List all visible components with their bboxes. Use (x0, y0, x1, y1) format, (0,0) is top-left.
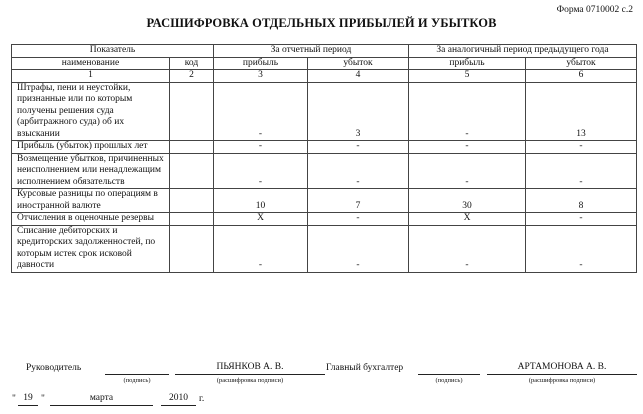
accountant-label: Главный бухгалтер (326, 363, 404, 373)
accountant-signature-caption: (подпись) (435, 377, 463, 384)
header-name: наименование (12, 57, 170, 70)
cell-loss-previous: - (526, 213, 637, 226)
cell-profit-current: 10 (214, 189, 308, 213)
date-year: 2010 (161, 393, 196, 406)
column-number: 4 (308, 70, 409, 83)
accountant-name: АРТАМОНОВА А. В. (487, 362, 637, 375)
head-signature-caption: (подпись) (123, 377, 151, 384)
report-table (11, 44, 637, 273)
header-current-period: За отчетный период (214, 45, 409, 58)
header-previous-period: За аналогичный период предыдущего года (409, 45, 637, 58)
cell-profit-previous: - (409, 141, 526, 154)
column-number-row (12, 70, 637, 83)
cell-loss-previous: - (526, 141, 637, 154)
cell-loss-current: 7 (308, 189, 409, 213)
row-code (170, 189, 214, 213)
cell-profit-current: - (214, 82, 308, 141)
row-name: Списание дебиторских и кредиторских задолженностей, по которым истек срок исковой давности (12, 225, 170, 272)
header-profit-previous: прибыль (409, 57, 526, 70)
column-number: 5 (409, 70, 526, 83)
cell-profit-previous: - (409, 153, 526, 189)
cell-loss-previous: - (526, 225, 637, 272)
header-indicator: Показатель (12, 45, 214, 58)
column-number: 6 (526, 70, 637, 83)
cell-profit-previous: X (409, 213, 526, 226)
cell-profit-current: - (214, 225, 308, 272)
cell-loss-previous: 8 (526, 189, 637, 213)
cell-profit-previous: - (409, 225, 526, 272)
header-loss-previous: убыток (526, 57, 637, 70)
row-code (170, 141, 214, 154)
cell-profit-previous: 30 (409, 189, 526, 213)
row-name: Прибыль (убыток) прошлых лет (12, 141, 170, 154)
cell-loss-current: - (308, 213, 409, 226)
row-code (170, 225, 214, 272)
head-signature-line (105, 362, 169, 375)
head-name: ПЬЯНКОВ А. В. (175, 362, 325, 375)
cell-loss-previous: - (526, 153, 637, 189)
row-name: Штрафы, пени и неустойки, признанные или по которым получены решения суда (арбитражного суда) об их взыскании (12, 82, 170, 141)
date-month: марта (50, 393, 153, 406)
sub-header-row (12, 57, 637, 70)
date-open-quote: " (12, 394, 16, 404)
cell-profit-current: - (214, 141, 308, 154)
document-title: РАСШИФРОВКА ОТДЕЛЬНЫХ ПРИБЫЛЕЙ И УБЫТКОВ (146, 16, 497, 30)
cell-loss-current: - (308, 141, 409, 154)
group-header-row (12, 45, 637, 58)
form-number: Форма 0710002 с.2 (556, 5, 633, 15)
date-day: 19 (18, 393, 38, 406)
head-decoding-caption: (расшифровка подписи) (216, 377, 284, 384)
table-row (12, 141, 637, 154)
cell-profit-previous: - (409, 82, 526, 141)
table-row (12, 153, 637, 189)
date-close-quote: " (41, 394, 45, 404)
row-code (170, 82, 214, 141)
table-row (12, 82, 637, 141)
table-row (12, 225, 637, 272)
date-year-suffix: г. (199, 394, 205, 404)
header-profit-current: прибыль (214, 57, 308, 70)
column-number: 2 (170, 70, 214, 83)
column-number: 3 (214, 70, 308, 83)
accountant-signature-line (418, 362, 480, 375)
row-code (170, 213, 214, 226)
cell-loss-current: - (308, 153, 409, 189)
cell-profit-current: X (214, 213, 308, 226)
accountant-decoding-caption: (расшифровка подписи) (528, 377, 596, 384)
column-number: 1 (12, 70, 170, 83)
table-row (12, 213, 637, 226)
table-row (12, 189, 637, 213)
cell-loss-previous: 13 (526, 82, 637, 141)
header-code: код (170, 57, 214, 70)
cell-profit-current: - (214, 153, 308, 189)
row-name: Курсовые разницы по операциям в иностранной валюте (12, 189, 170, 213)
row-code (170, 153, 214, 189)
row-name: Возмещение убытков, причиненных неисполнением или ненадлежащим исполнением обязательств (12, 153, 170, 189)
header-loss-current: убыток (308, 57, 409, 70)
cell-loss-current: - (308, 225, 409, 272)
head-label: Руководитель (26, 363, 82, 373)
cell-loss-current: 3 (308, 82, 409, 141)
row-name: Отчисления в оценочные резервы (12, 213, 170, 226)
